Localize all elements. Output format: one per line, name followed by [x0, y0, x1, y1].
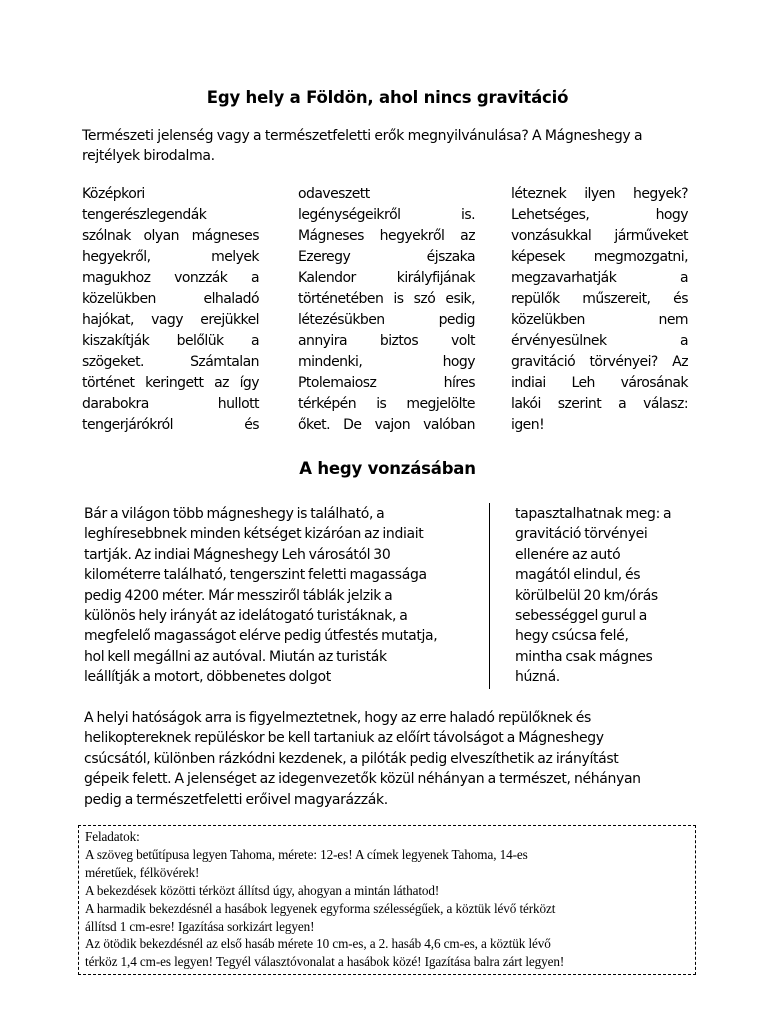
column-right [515, 504, 715, 688]
text-line: sebességgel gurul a [515, 608, 647, 625]
text-line: megzavarhatják a [511, 270, 688, 286]
text-line: magukhoz vonzzák a [82, 270, 259, 286]
text-line: indiai Leh városának [511, 375, 688, 391]
text-line: Bár a világon több mágneshegy is található, a [84, 506, 385, 522]
text-line: pedig a természetfeletti erőivel magyarázzák. [84, 791, 388, 808]
task-line: Az ötödik bekezdésnél az első hasáb mérete 10 cm-es, a 2. hasáb 4,6 cm-es, a köztük lévő [85, 936, 551, 952]
text-line: képesek megmozgatni, [511, 249, 688, 265]
text-line: Mágneses hegyekről az [298, 228, 475, 244]
text-line: különös hely irányát az idelátogató turistáknak, a [84, 608, 408, 625]
text-line: helikoptereknek repüléskor be kell tartaniuk az előírt távolságot a Mágneshegy [84, 730, 604, 747]
text-line: szögeket. Számtalan [82, 354, 259, 370]
text-line: történet keringett az így [82, 375, 259, 391]
text-line: érvényesülnek a [511, 333, 688, 349]
text-line: kiszakítják belőlük a [82, 333, 259, 349]
text-line: Középkori [82, 186, 145, 202]
text-line: Kalendor királyfijának [298, 270, 475, 286]
text-line: gravitáció törvényei? Az [511, 354, 688, 370]
text-line: tartják. Az indiai Mágneshegy Leh városától 30 [84, 546, 391, 563]
text-line: létezésükben pedig [298, 312, 475, 328]
text-line: hajókat, vagy erejükkel [82, 312, 259, 328]
tasks-box [78, 825, 696, 975]
tasks-heading: Feladatok: [85, 829, 140, 844]
task-line: A szöveg betűtípusa legyen Tahoma, mérete: 12-es! A címek legyenek Tahoma, 14-es [85, 846, 528, 862]
text-line: A helyi hatóságok arra is figyelmeztetnek, hogy az erre haladó repülőknek és [84, 710, 591, 726]
text-line: hegyekről, melyek [82, 249, 259, 265]
text-line: gravitáció törvényei [515, 526, 648, 543]
text-line: csúcsától, különben rázkódni kezdenek, a pilóták pedig elveszíthetik az irányítást [84, 750, 619, 767]
text-line: Lehetséges, hogy [511, 207, 688, 223]
text-line: darabokra hullott [82, 396, 259, 412]
text-line: ellenére az autó [515, 546, 621, 563]
text-line: megfelelő magasságot elérve pedig útfestés mutatja, [84, 628, 438, 645]
text-line: léteznek ilyen hegyek? [511, 186, 688, 202]
text-line: igen! [511, 417, 545, 433]
section-title: A hegy vonzásában [299, 459, 476, 478]
text-line: tapasztalhatnak meg: a [515, 506, 672, 522]
text-line: kilométerre található, tengerszint feletti magassága [84, 567, 427, 584]
text-line: mindenki, hogy [298, 354, 475, 370]
task-line: méretűek, félkövérek! [85, 864, 200, 880]
text-line: legénységeikről is. [298, 207, 475, 223]
text-line: húzná. [515, 669, 560, 686]
text-line: Természeti jelenség vagy a természetfeletti erők megnyilvánulása? A Mágneshegy a [82, 128, 643, 144]
document-title: Egy hely a Földön, ahol nincs gravitáció [206, 88, 569, 107]
text-line: repülők műszereit, és [511, 291, 688, 307]
text-line: körülbelül 20 km/órás [515, 587, 658, 604]
text-line: leállítják a motort, döbbenetes dolgot [84, 669, 331, 686]
text-line: mintha csak mágnes [515, 648, 653, 665]
text-line: tengerjárókról és [82, 417, 259, 433]
text-line: térképén is megjelölte [298, 396, 475, 412]
column-divider [489, 503, 490, 689]
text-line: hol kell megállni az autóval. Miután az turisták [84, 648, 387, 665]
text-line: leghíresebbnek minden kétséget kizáróan az indiait [84, 526, 424, 543]
text-line: magától elindul, és [515, 567, 641, 584]
text-line: pedig 4200 méter. Már messziről táblák jelzik a [84, 587, 393, 604]
text-line: közelükben nem [511, 312, 688, 328]
text-line: vonzásukkal járműveket [511, 228, 688, 244]
text-line: közelükben elhaladó [82, 291, 259, 307]
task-line: állítsd 1 cm-esre! Igazítása sorkizárt legyen! [85, 918, 315, 934]
text-line: odaveszett [298, 186, 370, 202]
text-line: szólnak olyan mágneses [82, 228, 259, 244]
text-line: tengerészlegendák [82, 207, 207, 223]
intro-paragraph [82, 126, 722, 166]
text-line: őket. De vajon valóban [298, 417, 475, 433]
text-line: rejtélyek birodalma. [82, 148, 215, 164]
column-1 [82, 184, 259, 436]
closing-paragraph [84, 708, 724, 810]
text-line: annyira biztos volt [298, 333, 475, 349]
text-line: gépeik felett. A jelenséget az idegenvezetők közül néhányan a természet, néhányan [84, 771, 641, 788]
text-line: Ezeregy éjszaka [298, 249, 475, 265]
text-line: Ptolemaiosz híres [298, 375, 475, 391]
column-left [84, 504, 479, 688]
column-3 [511, 184, 688, 436]
task-line: térköz 1,4 cm-es legyen! Tegyél választóvonalat a hasábok közé! Igazítása balra zárt legyen! [85, 954, 565, 970]
task-line: A harmadik bekezdésnél a hasábok legyenek egyforma szélességűek, a köztük lévő térközt [85, 900, 556, 916]
task-line: A bekezdések közötti térközt állítsd úgy, ahogyan a mintán láthatod! [85, 882, 440, 898]
text-line: hegy csúcsa felé, [515, 628, 629, 645]
text-line: lakói szerint a válasz: [511, 396, 688, 412]
column-2 [298, 184, 475, 436]
text-line: történetében is szó esik, [298, 291, 475, 307]
